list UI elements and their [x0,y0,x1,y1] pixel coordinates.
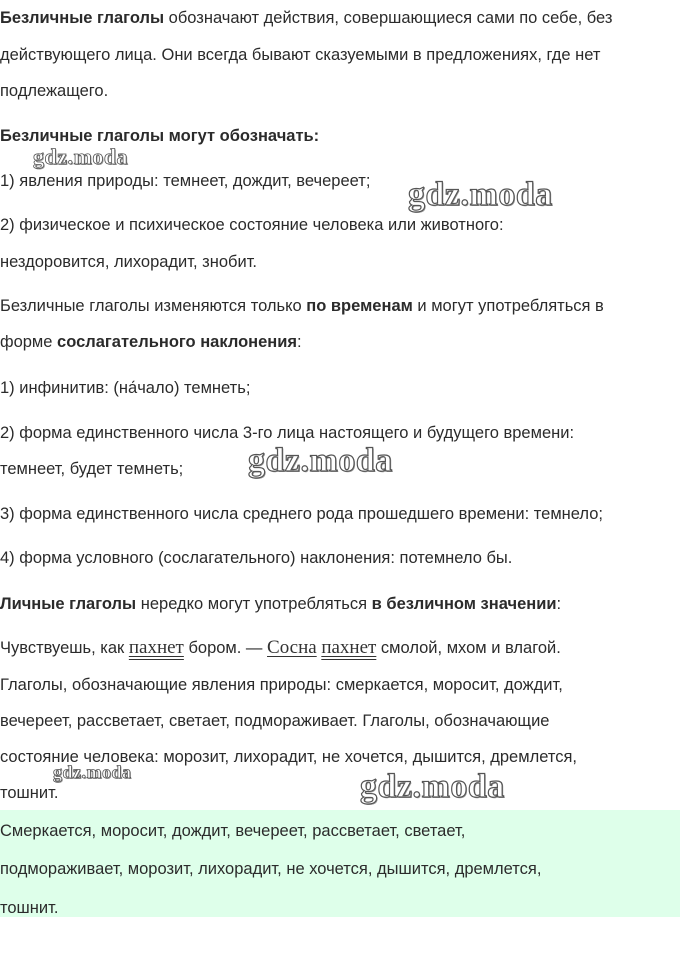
form-item-2: 2) форма единственного числа 3-го лица настоящего и будущего времени: [0,424,575,442]
subject-underline: Сосна [267,637,317,658]
intro-line-1: Безличные глаголы обозначают действия, совершающиеся сами по себе, без [0,9,613,27]
meaning-item-2: 2) физическое и психическое состояние человека или животного: [0,216,504,234]
answer-block [0,810,680,917]
watermark: gdz.moda [408,176,553,213]
intro-line-3: подлежащего. [0,82,109,100]
predicate-underline: пахнет [321,637,377,658]
watermark: gdz.moda [33,144,129,169]
summary-line-4: тошнит. [0,784,59,802]
meaning-item-1: 1) явления природы: темнеет, дождит, вечереет; [0,172,371,190]
predicate-underline: пахнет [128,637,184,658]
form-item-3: 3) форма единственного числа среднего рода прошедшего времени: темнело; [0,505,603,523]
watermark: gdz.moda [53,762,132,782]
change-line-2: форме сослагательного наклонения: [0,333,302,351]
summary-line-1: Глаголы, обозначающие явления природы: смеркается, моросит, дождит, [0,676,563,694]
meaning-item-2-cont: нездоровится, лихорадит, знобит. [0,253,258,271]
answer-line-2: подмораживает, морозит, лихорадит, не хочется, дышится, дремлется, [0,860,542,878]
form-item-2-cont: темнеет, будет темнеть; [0,460,184,478]
watermark: gdz.moda [248,442,393,479]
change-line-1: Безличные глаголы изменяются только по временам и могут употребляться в [0,297,604,315]
form-item-4: 4) форма условного (сослагательного) наклонения: потемнело бы. [0,549,513,567]
form-item-1: 1) инфинитив: (на́чало) темнеть; [0,379,251,397]
term-impersonal-verbs: Безличные глаголы [0,9,165,27]
answer-line-3: тошнит. [0,899,59,917]
intro-line-2: действующего лица. Они всегда бывают сказуемыми в предложениях, где нет [0,46,601,64]
summary-line-2: вечереет, рассветает, светает, подмораживает. Глаголы, обозначающие [0,712,550,730]
summary-line-3: состояние человека: морозит, лихорадит, не хочется, дышится, дремлется, [0,748,577,766]
answer-line-1: Смеркается, моросит, дождит, вечереет, рассветает, светает, [0,822,466,840]
personal-verbs-line: Личные глаголы нередко могут употребляться в безличном значении: [0,595,562,613]
watermark: gdz.moda [360,768,505,805]
example-sentence: Чувствуешь, как пахнет бором. — Сосна пахнет смолой, мхом и влагой. [0,637,561,658]
meaning-heading: Безличные глаголы могут обозначать: [0,127,320,145]
